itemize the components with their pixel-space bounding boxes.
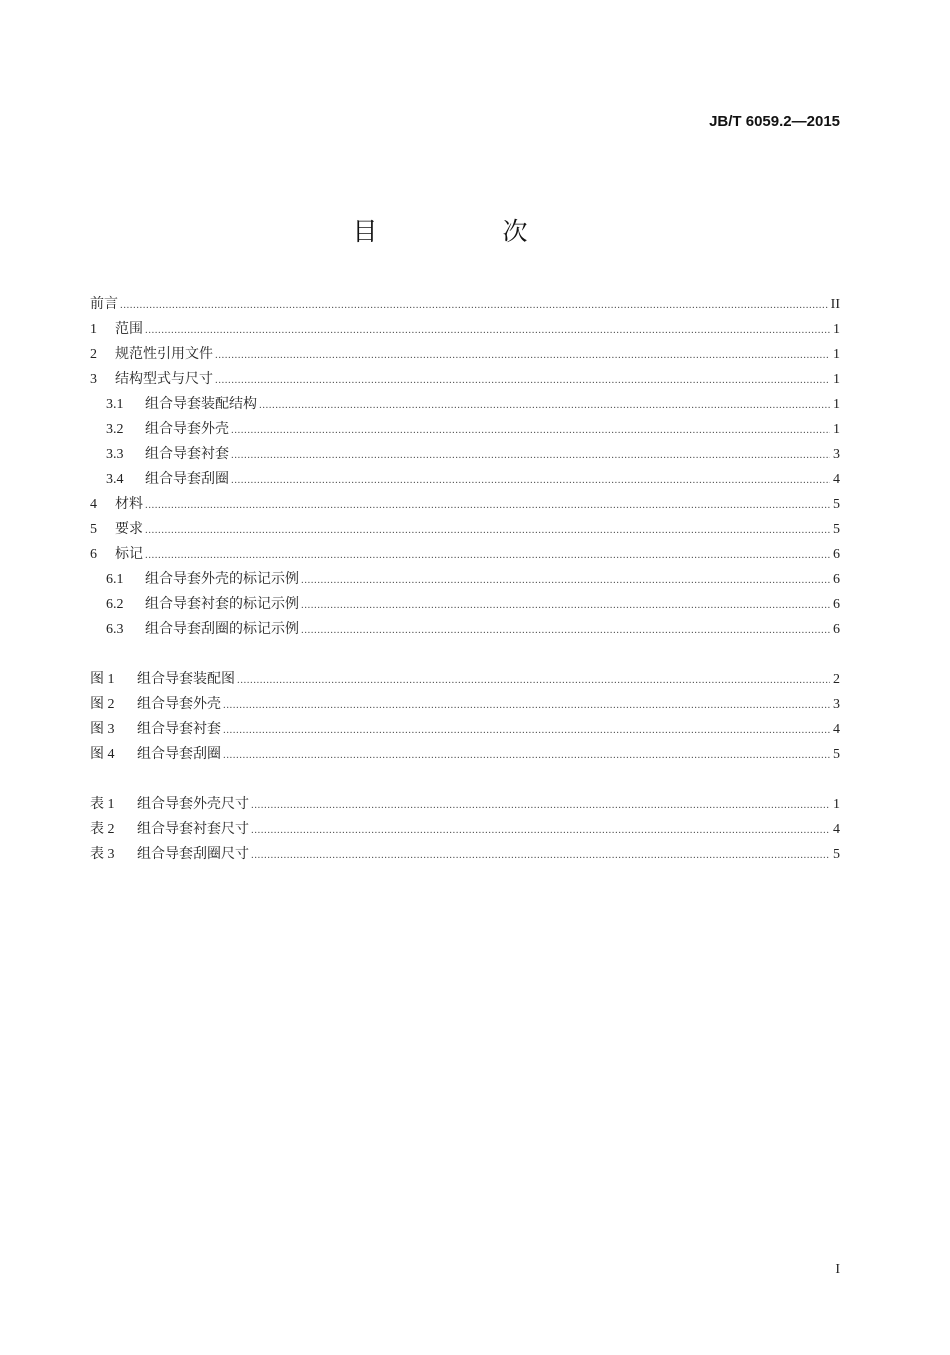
toc-entry-number: 3.2 xyxy=(106,422,124,437)
toc-entry[interactable] xyxy=(90,442,840,467)
toc-entry-label: 范围 xyxy=(115,322,143,337)
toc-entry-label: 组合导套刮圈尺寸 xyxy=(137,847,249,862)
toc-entry[interactable] xyxy=(90,667,840,692)
dot-leader xyxy=(259,393,830,418)
toc-entry-page: 3 xyxy=(833,697,840,712)
toc-entry[interactable] xyxy=(90,517,840,542)
toc-entry-label: 标记 xyxy=(115,547,143,562)
toc-entry-page: 6 xyxy=(833,572,840,587)
toc-entry-page: 5 xyxy=(833,847,840,862)
toc-entry-label: 要求 xyxy=(115,522,143,537)
toc-entry[interactable] xyxy=(90,817,840,842)
toc-entry-number: 6.3 xyxy=(106,622,124,637)
dot-leader xyxy=(251,793,830,818)
dot-leader xyxy=(301,593,830,618)
dot-leader xyxy=(145,493,830,518)
toc-entry-label: 组合导套外壳 xyxy=(137,697,221,712)
toc-entry-label: 前言 xyxy=(90,297,118,312)
toc-entry[interactable] xyxy=(90,292,840,317)
toc-entry-page: 1 xyxy=(833,797,840,812)
dot-leader xyxy=(301,618,830,643)
toc-entry[interactable] xyxy=(90,842,840,867)
page-title: 目 次 xyxy=(352,217,578,246)
toc-entry-number: 图 4 xyxy=(90,747,115,762)
toc-entry[interactable] xyxy=(90,717,840,742)
toc-entry-number: 1 xyxy=(90,322,97,337)
dot-leader xyxy=(231,418,830,443)
dot-leader xyxy=(301,568,830,593)
toc-entry-number: 6.1 xyxy=(106,572,124,587)
toc-entry-number: 3 xyxy=(90,372,97,387)
toc-entry-label: 组合导套装配结构 xyxy=(145,397,257,412)
dot-leader xyxy=(145,543,830,568)
toc-entry-page: 2 xyxy=(833,672,840,687)
toc-entry[interactable] xyxy=(90,467,840,492)
toc-entry-label: 组合导套刮圈的标记示例 xyxy=(145,622,299,637)
table-of-contents xyxy=(90,292,840,867)
toc-entry[interactable] xyxy=(90,342,840,367)
toc-entry-page: II xyxy=(830,297,840,312)
toc-entry-number: 图 2 xyxy=(90,697,115,712)
toc-entry-page: 6 xyxy=(833,597,840,612)
toc-entry-number: 图 1 xyxy=(90,672,115,687)
toc-entry-label: 规范性引用文件 xyxy=(115,347,213,362)
toc-entry[interactable] xyxy=(90,492,840,517)
dot-leader xyxy=(251,843,830,868)
toc-entry[interactable] xyxy=(90,617,840,642)
toc-entry-number: 5 xyxy=(90,522,97,537)
toc-entry-label: 组合导套衬套的标记示例 xyxy=(145,597,299,612)
dot-leader xyxy=(145,318,830,343)
toc-entry-label: 组合导套衬套尺寸 xyxy=(137,822,249,837)
dot-leader xyxy=(223,693,830,718)
toc-entry-label: 组合导套外壳 xyxy=(145,422,229,437)
standard-number: JB/T 6059.2—2015 xyxy=(709,113,840,130)
dot-leader xyxy=(215,368,830,393)
toc-entry[interactable] xyxy=(90,417,840,442)
toc-entry-page: 1 xyxy=(833,322,840,337)
toc-entry-label: 组合导套刮圈 xyxy=(145,472,229,487)
dot-leader xyxy=(120,293,829,318)
toc-entry-number: 3.4 xyxy=(106,472,124,487)
dot-leader xyxy=(237,668,830,693)
toc-entry-number: 表 3 xyxy=(90,847,115,862)
dot-leader xyxy=(231,443,830,468)
dot-leader xyxy=(223,743,830,768)
toc-entry-label: 组合导套衬套 xyxy=(137,722,221,737)
spacer xyxy=(90,642,840,667)
toc-entry[interactable] xyxy=(90,317,840,342)
toc-entry-label: 组合导套外壳的标记示例 xyxy=(145,572,299,587)
toc-entry-number: 2 xyxy=(90,347,97,362)
toc-entry[interactable] xyxy=(90,592,840,617)
toc-entry-page: 5 xyxy=(833,747,840,762)
dot-leader xyxy=(215,343,830,368)
toc-entry-number: 图 3 xyxy=(90,722,115,737)
toc-entry-label: 组合导套装配图 xyxy=(137,672,235,687)
toc-entry-page: 1 xyxy=(833,422,840,437)
toc-entry-label: 组合导套衬套 xyxy=(145,447,229,462)
toc-entry-page: 6 xyxy=(833,622,840,637)
toc-entry-page: 1 xyxy=(833,372,840,387)
toc-entry[interactable] xyxy=(90,367,840,392)
toc-entry-number: 3.3 xyxy=(106,447,124,462)
toc-entry[interactable] xyxy=(90,792,840,817)
toc-entry[interactable] xyxy=(90,567,840,592)
toc-entry-label: 结构型式与尺寸 xyxy=(115,372,213,387)
dot-leader xyxy=(145,518,830,543)
toc-entry[interactable] xyxy=(90,542,840,567)
toc-entry-number: 6 xyxy=(90,547,97,562)
dot-leader xyxy=(231,468,830,493)
toc-entry-number: 表 1 xyxy=(90,797,115,812)
toc-entry-page: 4 xyxy=(833,472,840,487)
dot-leader xyxy=(223,718,830,743)
toc-entry-number: 3.1 xyxy=(106,397,124,412)
toc-entry-number: 4 xyxy=(90,497,97,512)
toc-entry[interactable] xyxy=(90,692,840,717)
toc-entry-page: 1 xyxy=(833,347,840,362)
toc-entry-label: 材料 xyxy=(115,497,143,512)
toc-entry-page: 4 xyxy=(833,822,840,837)
toc-entry[interactable] xyxy=(90,742,840,767)
toc-entry-number: 6.2 xyxy=(106,597,124,612)
toc-entry-page: 6 xyxy=(833,547,840,562)
spacer xyxy=(90,767,840,792)
toc-entry-page: 1 xyxy=(833,397,840,412)
toc-entry-label: 组合导套外壳尺寸 xyxy=(137,797,249,812)
toc-entry-number: 表 2 xyxy=(90,822,115,837)
toc-entry-page: 3 xyxy=(833,447,840,462)
toc-entry-page: 5 xyxy=(833,522,840,537)
toc-entry-page: 4 xyxy=(833,722,840,737)
toc-entry-label: 组合导套刮圈 xyxy=(137,747,221,762)
toc-entry[interactable] xyxy=(90,392,840,417)
page-number: I xyxy=(835,1262,840,1277)
toc-entry-page: 5 xyxy=(833,497,840,512)
dot-leader xyxy=(251,818,830,843)
